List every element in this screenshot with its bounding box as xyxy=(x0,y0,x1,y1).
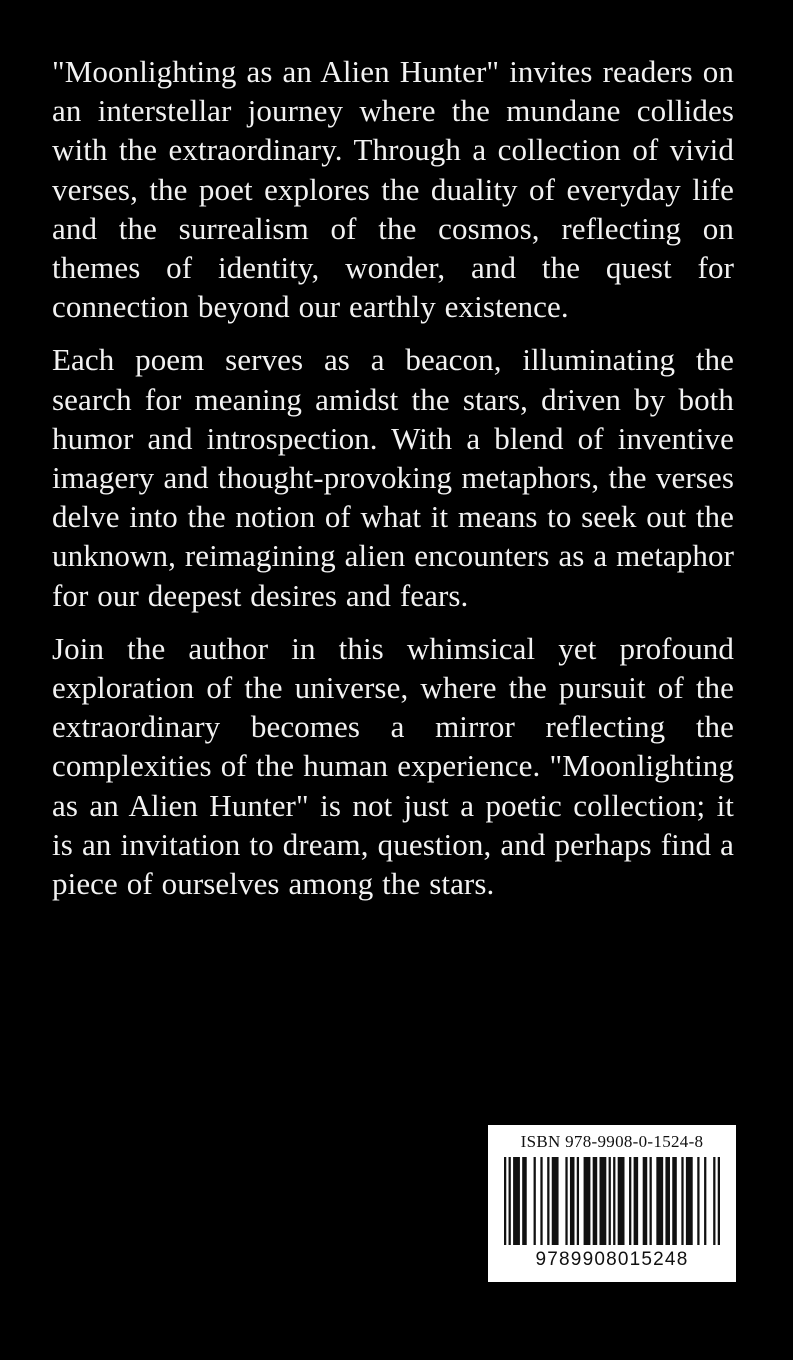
barcode-bar-11 xyxy=(584,1157,591,1245)
barcode-bar-8 xyxy=(565,1157,567,1245)
isbn-label: ISBN 978-9908-0-1524-8 xyxy=(520,1132,704,1151)
blurb-paragraph-1: "Moonlighting as an Alien Hunter" invites readers on an interstellar journey where the mundane collides with the extraordinary. Through a collection of vivid verses, the poet explores the duality of everyday life and the surrealism of the cosmos, reflecting on themes of identity, wonder, and the quest for connection beyond our earthly existence. xyxy=(52,54,734,325)
barcode-bar-19 xyxy=(643,1157,648,1245)
barcode-bar-25 xyxy=(686,1157,693,1245)
barcode-bar-12 xyxy=(593,1157,598,1245)
barcode-bar-22 xyxy=(665,1157,670,1245)
barcode-bar-13 xyxy=(599,1157,606,1245)
isbn-barcode-box xyxy=(488,1125,736,1282)
barcode-bar-26 xyxy=(697,1157,699,1245)
barcode-image xyxy=(504,1157,720,1245)
barcode-bar-5 xyxy=(540,1157,542,1245)
barcode-bar-0 xyxy=(504,1157,506,1245)
barcode-bar-10 xyxy=(577,1157,579,1245)
barcode-bar-14 xyxy=(609,1157,611,1245)
blurb-paragraph-3: Join the author in this whimsical yet profound exploration of the universe, where the pursuit of the extraordinary becomes a mirror reflecting the complexities of the human experience. "Moonlighting as an Alien Hunter" is not just a poetic collection; it is an invitation to dream, question, and perhaps find a piece of ourselves among the stars. xyxy=(52,630,734,902)
barcode-digits: 9789908015248 xyxy=(535,1249,689,1270)
barcode-bar-27 xyxy=(704,1157,706,1245)
barcode-bar-28 xyxy=(713,1157,715,1245)
barcode-bar-29 xyxy=(718,1157,720,1245)
barcode-bar-18 xyxy=(634,1157,639,1245)
barcode-bar-23 xyxy=(672,1157,677,1245)
barcode-bar-20 xyxy=(650,1157,652,1245)
barcode-bar-21 xyxy=(656,1157,663,1245)
barcode-bar-24 xyxy=(681,1157,683,1245)
barcode-bar-2 xyxy=(513,1157,520,1245)
barcode-bar-6 xyxy=(547,1157,549,1245)
barcode-bar-16 xyxy=(618,1157,625,1245)
blurb-paragraph-2: Each poem serves as a beacon, illuminating the search for meaning amidst the stars, driven by both humor and introspection. With a blend of inventive imagery and thought-provoking metaphors, the verses delve into the notion of what it means to seek out the unknown, reimagining alien encounters as a metaphor for our deepest desires and fears. xyxy=(52,342,734,613)
barcode-bar-1 xyxy=(509,1157,511,1245)
barcode-bar-7 xyxy=(552,1157,559,1245)
barcode-bar-9 xyxy=(570,1157,575,1245)
barcode-bar-17 xyxy=(629,1157,631,1245)
barcode-bar-4 xyxy=(534,1157,536,1245)
blurb xyxy=(52,52,734,903)
barcode-bar-3 xyxy=(522,1157,527,1245)
barcode-bar-15 xyxy=(613,1157,615,1245)
